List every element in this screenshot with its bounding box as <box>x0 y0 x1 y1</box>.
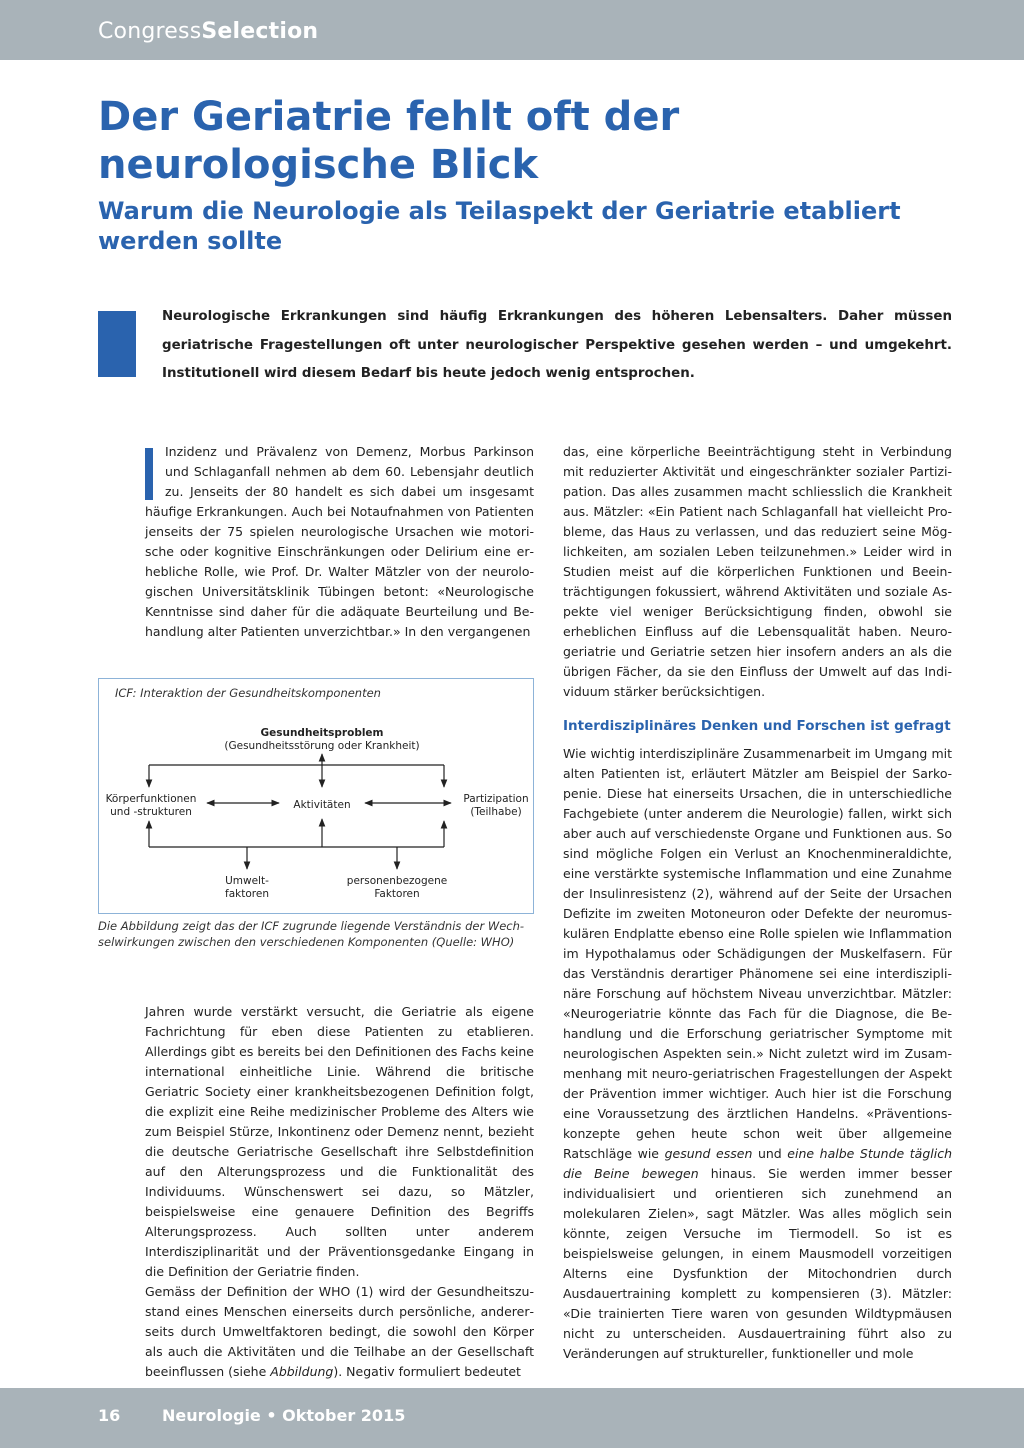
brand-light: Congress <box>98 19 202 44</box>
section-heading: Interdisziplinäres Denken und Forschen ist gefragt <box>563 718 951 734</box>
article-subtitle: Warum die Neurologie als Teilaspekt der Geriatrie etabliert werden sollte <box>98 197 901 255</box>
personal-label-2: Faktoren <box>374 888 420 900</box>
brand-bold: Selection <box>201 19 319 44</box>
text-run: und <box>752 1146 788 1161</box>
figure-title: ICF: Interaktion der Gesundheitskomponenten <box>115 686 381 700</box>
health-problem-label: Gesundheitsproblem <box>260 727 384 739</box>
header-bar <box>0 0 1024 60</box>
drop-cap-bar <box>145 448 153 500</box>
paragraph: Inzidenz und Prävalenz von Demenz, Morbus Parkinson und Schlaganfall nehmen ab dem 60. Lebensjahr deutlich zu. Jenseits der 80 handelt es sich dabei um insgesamt häufige Erkrankungen. Auch bei Notaufnahmen von Patienten jenseits der 75 spielen neurologische Ursachen wie motorische oder kognitive Einschränkungen oder Delirium eine erhebliche Rolle, wie Prof. Dr. Walter Mätzler von der neurologischen Universitätsklinik Tübingen betont: «Neurologische Kenntnisse sind daher für die adäquate Beurteilung und Behandlung alter Patienten unverzichtbar.» In den vergangenen <box>145 444 534 639</box>
body-functions-label-2: und -strukturen <box>110 806 192 818</box>
column-1-top <box>145 442 534 642</box>
journal-issue: Neurologie • Oktober 2015 <box>162 1406 406 1425</box>
brand-logo <box>98 19 318 44</box>
paragraph: das, eine körperliche Beeinträchtigung steht in Verbindung mit reduzierter Aktivität und eingeschränkter sozialer Partizipation. Das alles zusammen macht schliesslich die Krankheit aus. Mätzler: «Ein Patient nach Schlaganfall hat vielleicht Probleme, das Haus zu verlassen, und das reduziert seine Möglichkeiten, am sozialen Leben teilzunehmen.» Leider wird in Studien meist auf die körperlichen Funktionen und Beeinträchtigungen fokussiert, während Aktivitäten und soziale Aspekte viel weniger Berücksichtigung finden, obwohl sie erheblichen Einfluss auf die Lebensqualität haben. Neurogeriatrie und Geriatrie setzen hier insofern anders an als die übrigen Fächer, da sie den Einfluss der Umwelt auf das Individuum stärker berücksichtigen. <box>563 444 952 699</box>
paragraph <box>563 744 952 1364</box>
participation-label: Partizipation <box>463 793 529 805</box>
text-run-italic: Abbildung <box>270 1364 334 1379</box>
text-run: hinaus. Sie werden immer besser individualisiert und orientieren sich zunehmend an molekularen Zielen», sagt Mätzler. Was alles möglich sein könnte, zeigen Versuche im Tiermodell. So ist es beispielsweise gelungen, in einem Mausmodell vorzeitigen Alterns eine Dysfunktion der Mitochondrien durch Ausdauertraining komplett zu kompensieren (3). Mätzler: «Die trainierten Tiere waren von gesunden Wildtypmäusen nicht zu unterscheiden. Ausdauertraining führt also zu Veränderungen auf struktureller, funktioneller und mole <box>563 1166 952 1361</box>
paragraph <box>145 1282 534 1382</box>
article-title: Der Geriatrie fehlt oft der neurologische Blick <box>98 94 680 188</box>
column-2 <box>563 442 952 1364</box>
lead-accent-bar <box>98 311 136 377</box>
icf-diagram <box>99 679 535 915</box>
body-functions-label: Körperfunktionen <box>105 793 197 805</box>
column-1-bottom <box>145 1002 534 1382</box>
text-run: ). Negativ formuliert bedeutet <box>333 1364 521 1379</box>
personal-label: personenbezogene <box>346 875 448 887</box>
figure-caption: Die Abbildung zeigt das der ICF zugrunde liegende Verständnis der Wechselwirkungen zwischen den verschiedenen Komponenten (Quelle: WHO) <box>98 919 525 949</box>
text-run: Wie wichtig interdisziplinäre Zusammenarbeit im Umgang mit alten Patienten ist, erläutert Mätzler am Beispiel der Sarkopenie. Diese hat einerseits Ursachen, die in unterschiedliche Fachgebiete (unter anderem die Neurologie) fallen, wirkt sich aber auch auf verschiedenste Organe und Funktionen aus. So sind mögliche Folgen ein Verlust an Knochenmineraldichte, eine verstärkte systemische Inflammation und eine Zunahme der Insulinresistenz (2), während auf der Seite der Ursachen Defizite im zweiten Motoneuron oder Defekte der neuromuskulären Endplatte ebenso eine Rolle spielen wie Inflammation im Hypothalamus oder Schädigungen der Muskelfasern. Für das Verständnis derartiger Phänomene sei eine interdisziplinäre Forschung auf höchstem Niveau unverzichtbar. Mätzler: «Neurogeriatrie könnte das Fach für die Diagnose, die Behandlung und die Erforschung geriatrischer Symptome mit neurologischen Aspekten sein.» Nicht zuletzt wird im Zusammenhang mit neuro-geriatrischen Fragestellungen der Aspekt der Prävention immer wichtiger. Auch hier ist die Forschung eine Voraussetzung des ärztlichen Handelns. «Präventionskonzepte gehen heute schon weit über allgemeine Ratschläge wie <box>563 746 952 1161</box>
text-run-italic: eine halbe Stunde täglich die Beine bewegen <box>563 1146 952 1181</box>
page-number: 16 <box>98 1406 121 1425</box>
lead-paragraph: Neurologische Erkrankungen sind häufig Erkrankungen des höheren Lebensalters. Daher müssen geriatrische Fragestellungen oft unter neurologischer Perspektive gesehen werden – und umgekehrt. Institutionell wird diesem Bedarf bis heute jedoch wenig entsprochen. <box>162 309 952 381</box>
activities-label: Aktivitäten <box>293 799 351 811</box>
health-problem-sub-label: (Gesundheitsstörung oder Krankheit) <box>224 740 420 752</box>
environment-label: Umwelt- <box>225 875 269 887</box>
footer-bar <box>0 1388 1024 1448</box>
participation-label-2: (Teilhabe) <box>470 806 522 818</box>
text-run-italic: gesund essen <box>664 1146 753 1161</box>
icf-figure <box>98 678 534 914</box>
text-run: Gemäss der Definition der WHO (1) wird der Gesundheitszustand eines Menschen einerseits durch persönliche, andererseits durch Umweltfaktoren bedingt, die sowohl den Körper als auch die Aktivitäten und die Teilhabe an der Gesellschaft beeinflussen (siehe <box>145 1284 534 1379</box>
environment-label-2: faktoren <box>225 888 269 900</box>
paragraph: Jahren wurde verstärkt versucht, die Geriatrie als eigene Fachrichtung für eben diese Patienten zu etablieren. Allerdings gibt es bereits bei den Definitionen des Fachs keine international einheitliche Linie. Während die britische Geriatric Society einer krankheitsbezogenen Definition folgt, die explizit eine Reihe medizinischer Probleme des Alters wie zum Beispiel Stürze, Inkontinenz oder Demenz nennt, bezieht die deutsche Geriatrische Gesellschaft ihre Selbstdefinition auf den Alterungsprozess und die Funktionalität des Individuums. Wünschenswert sei dazu, so Mätzler, beispielsweise eine genauere Definition des Begriffs Alterungsprozess. Auch sollten unter anderem Interdisziplinarität und der Präventionsgedanke Eingang in die Definition der Geriatrie finden. <box>145 1004 534 1279</box>
